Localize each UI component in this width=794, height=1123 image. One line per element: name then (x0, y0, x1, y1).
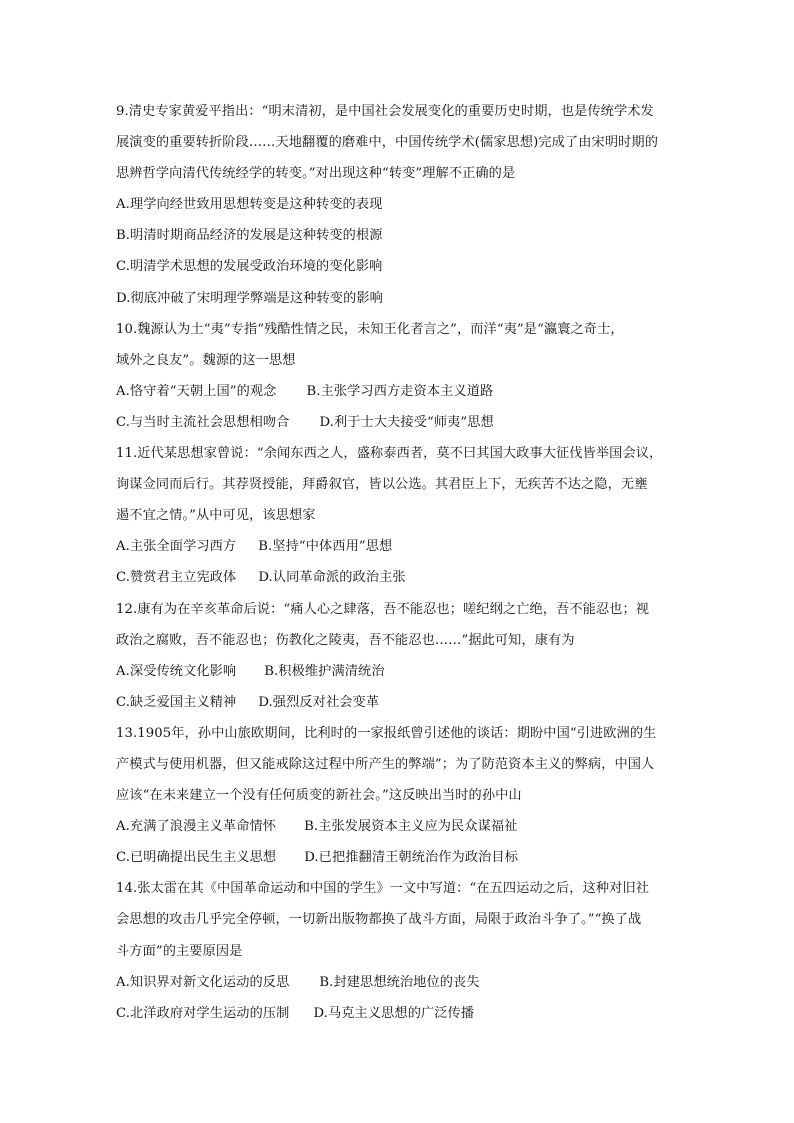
question-stem-line: 域外之良友”。魏源的这一思想 (116, 352, 296, 368)
question-14 (116, 873, 686, 1028)
option-a: A.理学向经世致用思想转变是这种转变的表现 (116, 197, 383, 213)
option-row (116, 811, 686, 842)
option-row (116, 998, 686, 1029)
question-stem-line: 12.康有为在辛亥革命后说：“痛人心之肆落，吾不能忍也；嗟纪纲之亡绝，吾不能忍也；视 (116, 601, 650, 617)
option-row (116, 562, 686, 593)
option-d: D.认同革命派的政治主张 (258, 570, 406, 586)
option-row (116, 376, 686, 407)
option-c: C.已明确提出民生主义思想 (116, 850, 277, 866)
question-stem-line: 会思想的攻击几乎完全停顿，一切新出版物都换了战斗方面，局限于政治斗争了。”“换了战 (116, 912, 642, 928)
question-9 (116, 96, 686, 314)
option-row (116, 531, 686, 562)
option-b: B.主张发展资本主义应为民众谋福祉 (304, 819, 518, 835)
option-a: A.深受传统文化影响 (116, 663, 237, 679)
question-stem-line: 遏不宜之情。”从中可见，该思想家 (116, 508, 316, 524)
option-a: A.充满了浪漫主义革命情怀 (116, 819, 277, 835)
option-d: D.马克主义思想的广泛传播 (313, 1005, 475, 1021)
option-b: B.封建思想统治地位的丧失 (319, 974, 480, 990)
option-b: B.主张学习西方走资本主义道路 (306, 383, 494, 399)
option-a: A.主张全面学习西方 (116, 539, 237, 555)
question-stem-line: 10.魏源认为土“夷”专指“残酷性情之民，未知王化者言之”，而洋“夷”是“瀛寰之奇士， (116, 321, 624, 337)
option-row (116, 842, 686, 873)
question-stem-line: 9.清史专家黄爱平指出：“明末清初，是中国社会发展变化的重要历史时期，也是传统学术发 (116, 104, 654, 119)
option-d: D.利于士大夫接受“师夷”思想 (319, 414, 494, 430)
question-stem-line: 14.张太雷在其《中国革命运动和中国的学生》一文中写道：“在五四运动之后，这种对旧社 (116, 881, 650, 897)
option-c: C.北洋政府对学生运动的压制 (116, 1005, 290, 1021)
question-stem-line: 询谋佥同而后行。其荐贤授能，拜爵叙官，皆以公选。其君臣上下，无疾苦不达之隐，无壅 (116, 477, 648, 493)
question-10 (116, 314, 686, 438)
option-row (116, 656, 686, 687)
question-stem-line: 11.近代某思想家曾说：“余闻东西之人，盛称泰西者，莫不曰其国大政事大征伐皆举国会议， (116, 446, 663, 462)
question-11 (116, 438, 686, 593)
option-d: D.彻底冲破了宋明理学弊端是这种转变的影响 (116, 290, 383, 306)
option-b: B.积极维护满清统治 (264, 663, 385, 679)
option-row (116, 967, 686, 998)
option-a: A.恪守着“天朝上国”的观念 (116, 383, 277, 399)
question-stem-line: 政治之腐败，吾不能忍也；伤教化之陵夷，吾不能忍也……”据此可知，康有为 (116, 632, 575, 648)
question-stem-line: 思辨哲学向清代传统经学的转变。”对出现这种“转变”理解不正确的是 (116, 166, 516, 182)
option-row (116, 687, 686, 718)
option-row (116, 407, 686, 438)
option-d: D.已把推翻清王朝统治作为政治目标 (304, 850, 518, 866)
question-stem-line: 应该“在未来建立一个没有任何质变的新社会。”这反映出当时的孙中山 (116, 788, 522, 804)
option-c: C.缺乏爱国主义精神 (116, 694, 237, 710)
option-b: B.明清时期商品经济的发展是这种转变的根源 (116, 228, 383, 244)
option-c: C.赞赏君主立宪政体 (116, 570, 237, 586)
question-stem-line: 13.1905年，孙中山旅欧期间，比利时的一家报纸曾引述他的谈话：期盼中国“引进欧洲的生 (116, 725, 657, 741)
option-c: C.明清学术思想的发展受政治环境的变化影响 (116, 259, 383, 275)
option-d: D.强烈反对社会变革 (258, 694, 380, 710)
question-stem-line: 斗方面”的主要原因是 (116, 943, 243, 959)
option-a: A.知识界对新文化运动的反思 (116, 974, 290, 990)
option-b: B.坚持“中体西用”思想 (258, 539, 393, 555)
question-12 (116, 594, 686, 718)
question-list (116, 96, 686, 1029)
question-13 (116, 718, 686, 873)
question-stem-line: 产模式与使用机器，但又能戒除这过程中所产生的弊端”；为了防范资本主义的弊病，中国人 (116, 756, 655, 772)
option-c: C.与当时主流社会思想相吻合 (116, 414, 290, 430)
question-stem-line: 展演变的重要转折阶段……天地翻覆的磨难中，中国传统学术(儒家思想)完成了由宋明时期的 (116, 135, 658, 151)
